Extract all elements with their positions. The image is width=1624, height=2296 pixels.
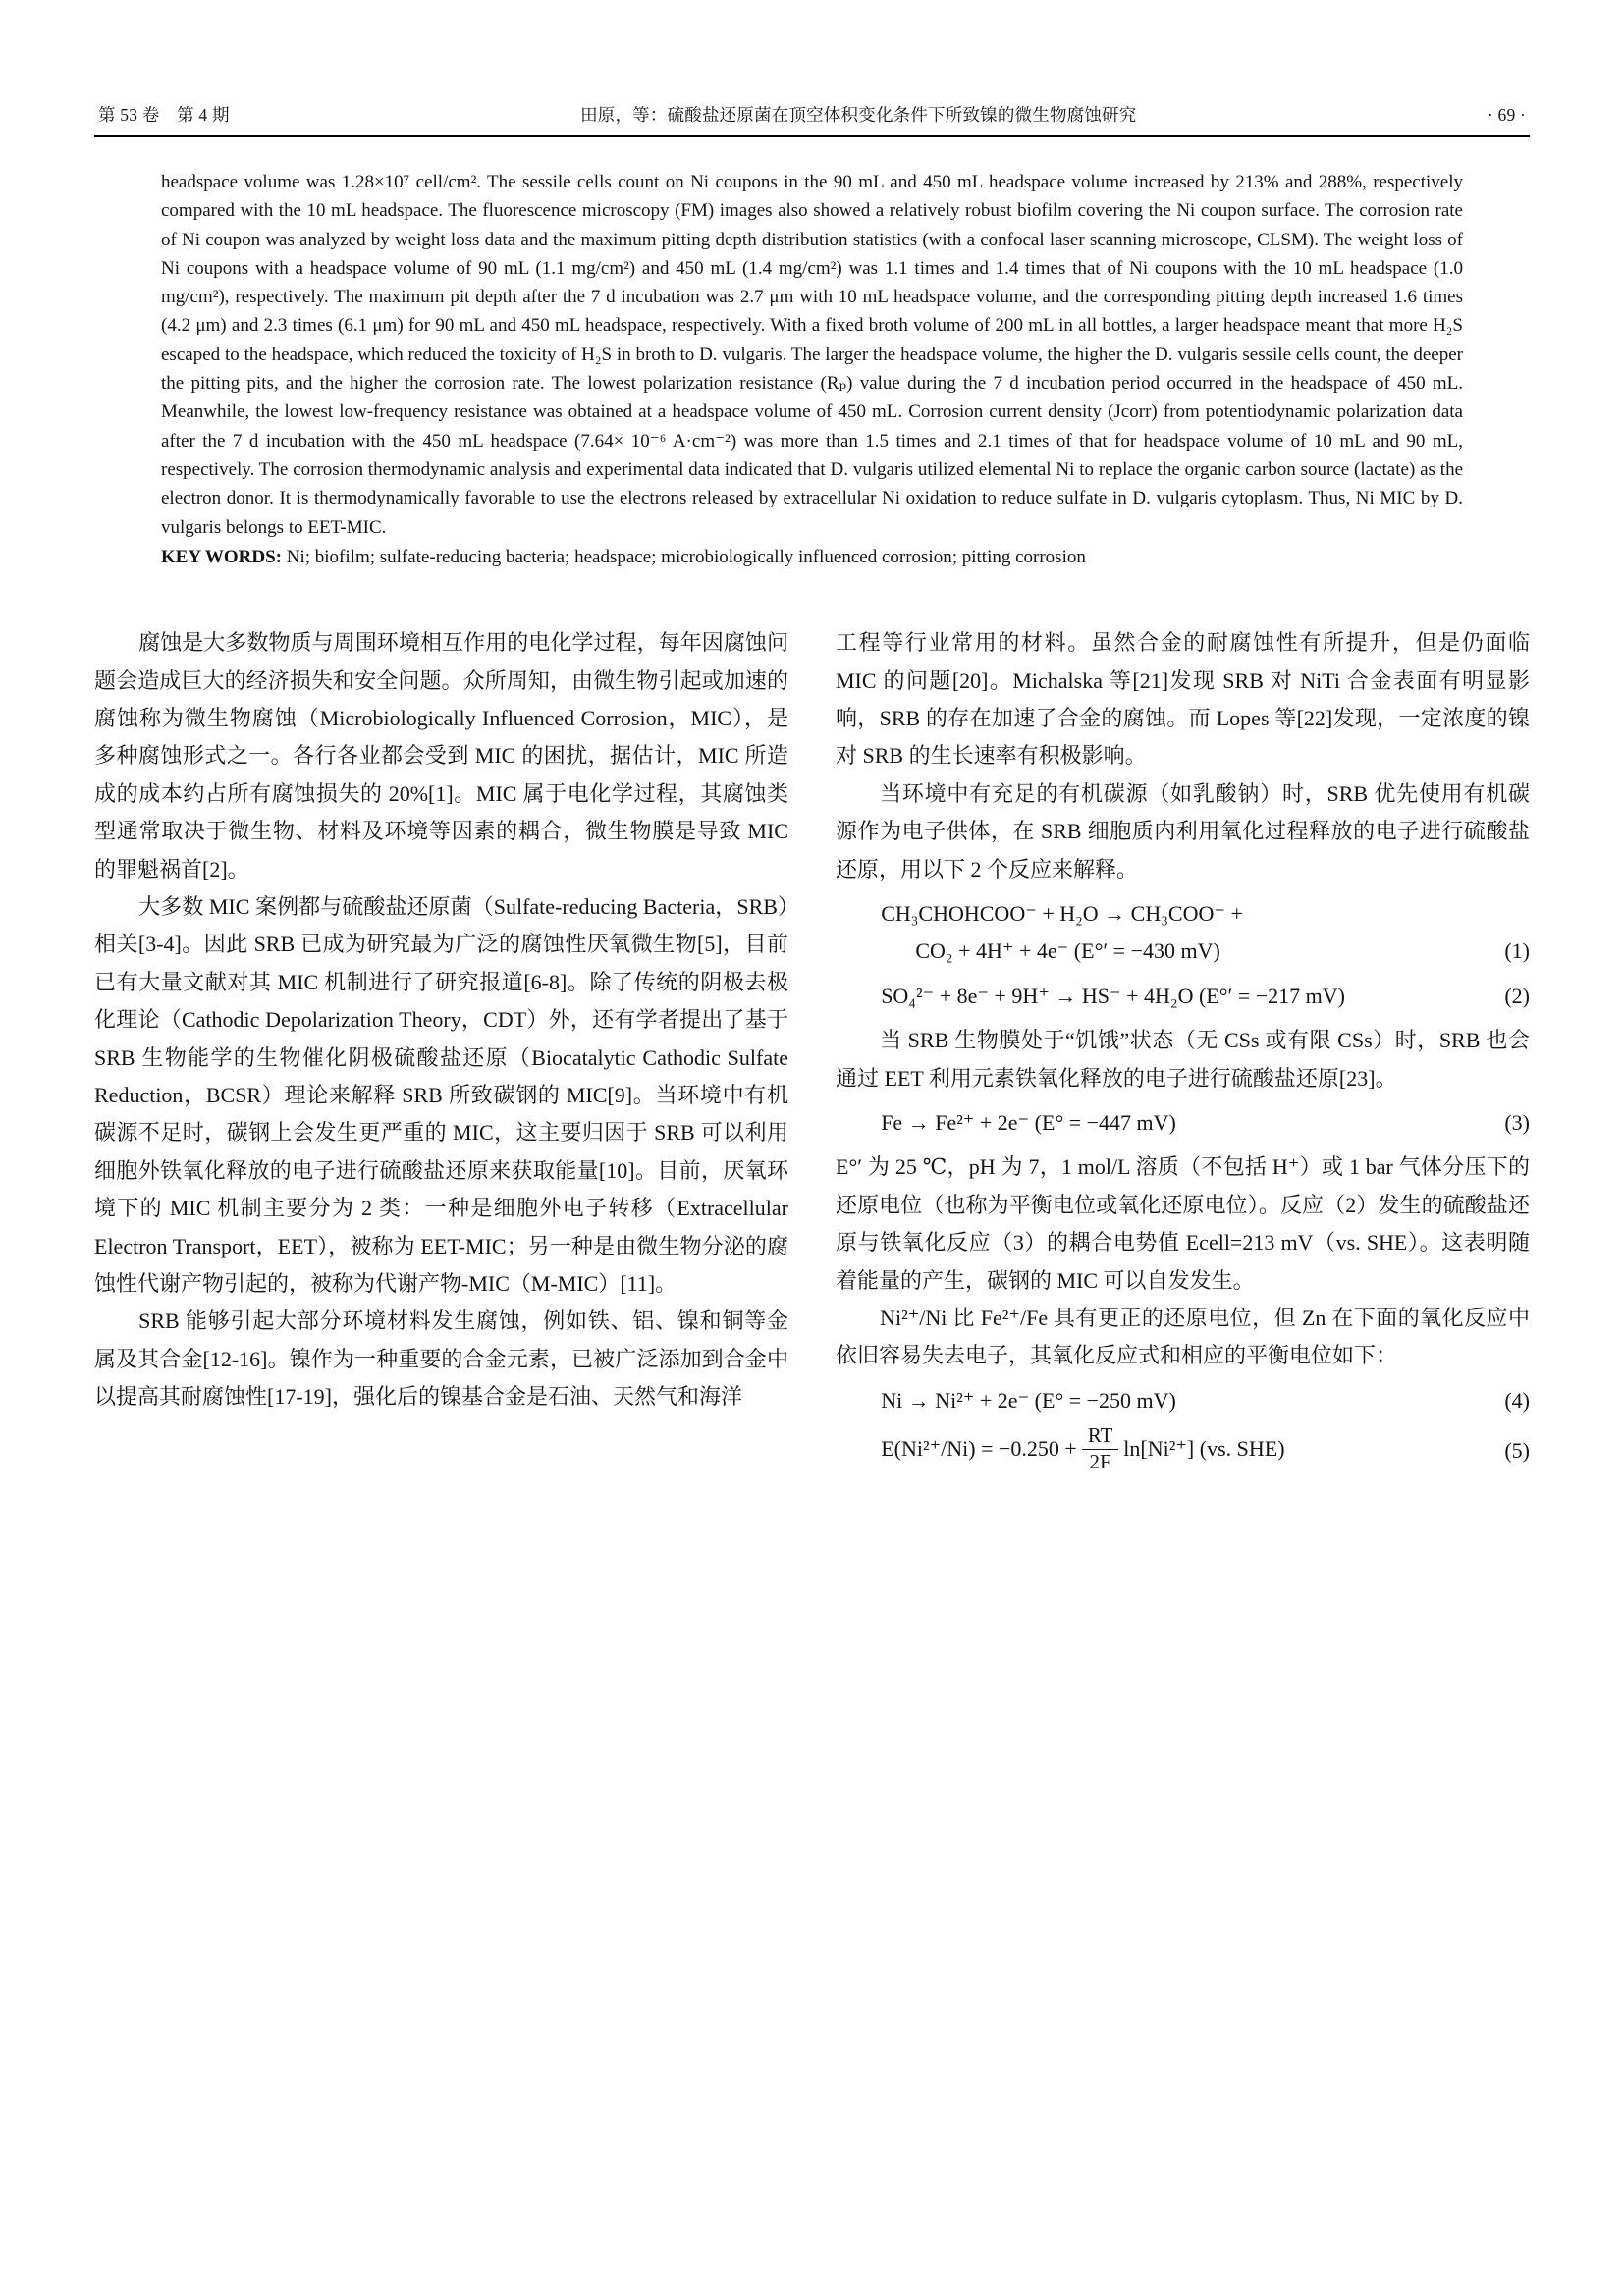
abstract-text: headspace volume was 1.28×10⁷ cell/cm². The sessile cells count on Ni coupons in the 90 mL and 450 mL headspace volume increased by 213% and 288%, respectively compared with the 10 mL headspace. The fluorescence microscopy (FM) images also showed a relatively robust biofilm covering the Ni coupon surface. The corrosion rate of Ni coupon was analyzed by weight loss data and the maximum pitting depth distribution statistics (with a confocal laser scanning microscope, CLSM). The weight loss of Ni coupons with a headspace volume of 90 mL (1.1 mg/cm²) and 450 mL (1.4 mg/cm²) was 1.1 times and 1.4 times that of Ni coupons with the 10 mL headspace (1.0 mg/cm²), respectively. The maximum pit depth after the 7 d incubation was 2.7 μm with 10 mL headspace volume, and the corresponding pitting depth increased 1.6 times (4.2 μm) and 2.3 times (6.1 μm) for 90 mL and 450 mL headspace, respectively. With a fixed broth volume of 200 mL in all bottles, a larger headspace meant that more H₂S escaped to the headspace, which reduced the toxicity of H₂S in broth to D. vulgaris. The larger the headspace volume, the higher the D. vulgaris sessile cells count, the deeper the pitting pits, and the higher the corrosion rate. The lowest polarization resistance (Rₚ) value during the 7 d incubation period occurred in the headspace of 450 mL. Meanwhile, the lowest low-frequency resistance was obtained at a headspace volume of 450 mL. Corrosion current density (Jcorr) from potentiodynamic polarization data after the 7 d incubation with the 450 mL headspace (7.64× 10⁻⁶ A·cm⁻²) was more than 1.5 times and 2.1 times of that for headspace volume of 10 mL and 90 mL, respectively. The corrosion thermodynamic analysis and experimental data indicated that D. vulgaris utilized elemental Ni to replace the organic carbon source (lactate) as the electron donor. It is thermodynamically favorable to use the electrons released by extracellular Ni oxidation to reduce sulfate in D. vulgaris cytoplasm. Thus, Ni MIC by D. vulgaris belongs to EET-MIC. bbox=[161, 172, 1463, 538]
equation-5-pre: E(Ni²⁺/Ni) = −0.250 + bbox=[881, 1436, 1077, 1462]
equation-3-body: Fe → Fe²⁺ + 2e⁻ (E° = −447 mV) bbox=[881, 1110, 1176, 1136]
body-columns bbox=[94, 624, 1530, 1482]
running-title: 田原，等：硫酸盐还原菌在顶空体积变化条件下所致镍的微生物腐蚀研究 bbox=[580, 105, 1137, 125]
equation-5-body bbox=[836, 1423, 1285, 1475]
body-paragraph-starvation: 当 SRB 生物膜处于“饥饿”状态（无 CSs 或有限 CSs）时，SRB 也会通过 EET 利用元素铁氧化释放的电子进行硫酸盐还原[23]。 bbox=[836, 1028, 1530, 1091]
equation-5-number: (5) bbox=[1504, 1437, 1530, 1463]
equation-2-number: (2) bbox=[1504, 983, 1530, 1008]
equation-1-number: (1) bbox=[1504, 938, 1530, 964]
equation-5-post: ln[Ni²⁺] (vs. SHE) bbox=[1123, 1436, 1285, 1462]
keywords-line bbox=[161, 543, 1463, 571]
body-paragraph-srb: 大多数 MIC 案例都与硫酸盐还原菌（Sulfate-reducing Bacteria，SRB）相关[3-4]。因此 SRB 已成为研究最为广泛的腐蚀性厌氧微生物[5]，目前已有大量文献对其 MIC 机制进行了研究报道[6-8]。除了传统的阴极去极化理论（Cathodic Depolarization Theory，CDT）外，还有学者提出了基于 SRB 生物能学的生物催化阴极硫酸盐还原（Biocatalytic Cathodic Sulfate Reduction，BCSR）理论来解释 SRB 所致碳钢的 MIC[9]。当环境中有机碳源不足时，碳钢上会发生更严重的 MIC，这主要归因于 SRB 可以利用细胞外铁氧化释放的电子进行硫酸盐还原来获取能量[10]。目前，厌氧环境下的 MIC 机制主要分为 2 类：一种是细胞外电子转移（Extracellular Electron Transport，EET），被称为 EET-MIC；另一种是由微生物分泌的腐蚀性代谢产物引起的，被称为代谢产物-MIC（M-MIC）[11]。 bbox=[94, 894, 788, 1297]
body-paragraph-nickel: SRB 能够引起大部分环境材料发生腐蚀，例如铁、铝、镍和铜等金属及其合金[12-16]。镍作为一种重要的合金元素，已被广泛添加到合金中以提高其耐腐蚀性[17-19]，强化后的镍基合金是石油、天然气和海洋 bbox=[94, 1308, 788, 1410]
equation-1 bbox=[836, 895, 1530, 971]
equation-4-body: Ni → Ni²⁺ + 2e⁻ (E° = −250 mV) bbox=[881, 1387, 1176, 1413]
equation-4-number: (4) bbox=[1504, 1387, 1530, 1413]
abstract-continuation bbox=[161, 168, 1463, 542]
equation-2-body: SO₄²⁻ + 8e⁻ + 9H⁺ → HS⁻ + 4H₂O (E°′ = −217 mV) bbox=[881, 983, 1345, 1008]
equation-1-line-2: CO₂ + 4H⁺ + 4e⁻ (E°′ = −430 mV) bbox=[915, 938, 1220, 964]
fraction-denominator: 2F bbox=[1089, 1449, 1111, 1473]
equation-1-body bbox=[836, 895, 1243, 971]
equation-3-number: (3) bbox=[1504, 1110, 1530, 1136]
fraction bbox=[1082, 1424, 1118, 1473]
body-paragraph-intro: 腐蚀是大多数物质与周围环境相互作用的电化学过程，每年因腐蚀问题会造成巨大的经济损失和安全问题。众所周知，由微生物引起或加速的腐蚀称为微生物腐蚀（Microbiologically Influenced Corrosion，MIC），是多种腐蚀形式之一。各行各业都会受到 MIC 的困扰，据估计，MIC 所造成的成本约占所有腐蚀损失的 20%[1]。MIC 属于电化学过程，其腐蚀类型通常取决于微生物、材料及环境等因素的耦合，微生物膜是导致 MIC 的罪魁祸首[2]。 bbox=[94, 630, 788, 881]
equation-5 bbox=[836, 1423, 1530, 1475]
volume-issue: 第 53 卷 第 4 期 bbox=[98, 105, 230, 125]
body-paragraph-continuation: 工程等行业常用的材料。虽然合金的耐腐蚀性有所提升，但是仍面临 MIC 的问题[20]。Michalska 等[21]发现 SRB 对 NiTi 合金表面有明显影响，SRB 的存在加速了合金的腐蚀。而 Lopes 等[22]发现，一定浓度的镍对 SRB 的生长速率有积极影响。 bbox=[836, 630, 1530, 769]
equation-3 bbox=[836, 1104, 1530, 1142]
right-column bbox=[836, 624, 1530, 1482]
running-head bbox=[94, 102, 1530, 137]
keywords-label: KEY WORDS: bbox=[161, 546, 282, 567]
body-paragraph-potential: E°′ 为 25 ℃，pH 为 7，1 mol/L 溶质（不包括 H⁺）或 1 bar 气体分压下的还原电位（也称为平衡电位或氧化还原电位）。反应（2）发生的硫酸盐还原与铁氧化反应（3）的耦合电势值 Ecell=213 mV（vs. SHE）。这表明随着能量的产生，碳钢的 MIC 可以自发发生。 bbox=[836, 1154, 1530, 1293]
page-number: · 69 · bbox=[1487, 105, 1526, 125]
equation-2 bbox=[836, 978, 1530, 1015]
equation-1-line-1: CH₃CHOHCOO⁻ + H₂O → CH₃COO⁻ + bbox=[881, 901, 1243, 926]
keywords-text: Ni; biofilm; sulfate-reducing bacteria; headspace; microbiologically influenced corrosion; pitting corrosion bbox=[282, 546, 1086, 567]
body-paragraph-carbon-source: 当环境中有充足的有机碳源（如乳酸钠）时，SRB 优先使用有机碳源作为电子供体，在 SRB 细胞质内利用氧化过程释放的电子进行硫酸盐还原，用以下 2 个反应来解释。 bbox=[836, 780, 1530, 881]
equation-4 bbox=[836, 1382, 1530, 1419]
body-paragraph-ni-vs-fe: Ni²⁺/Ni 比 Fe²⁺/Fe 具有更正的还原电位，但 Zn 在下面的氧化反应中依旧容易失去电子，其氧化反应式和相应的平衡电位如下： bbox=[836, 1306, 1530, 1368]
fraction-numerator: RT bbox=[1082, 1424, 1118, 1449]
left-column bbox=[94, 624, 788, 1482]
